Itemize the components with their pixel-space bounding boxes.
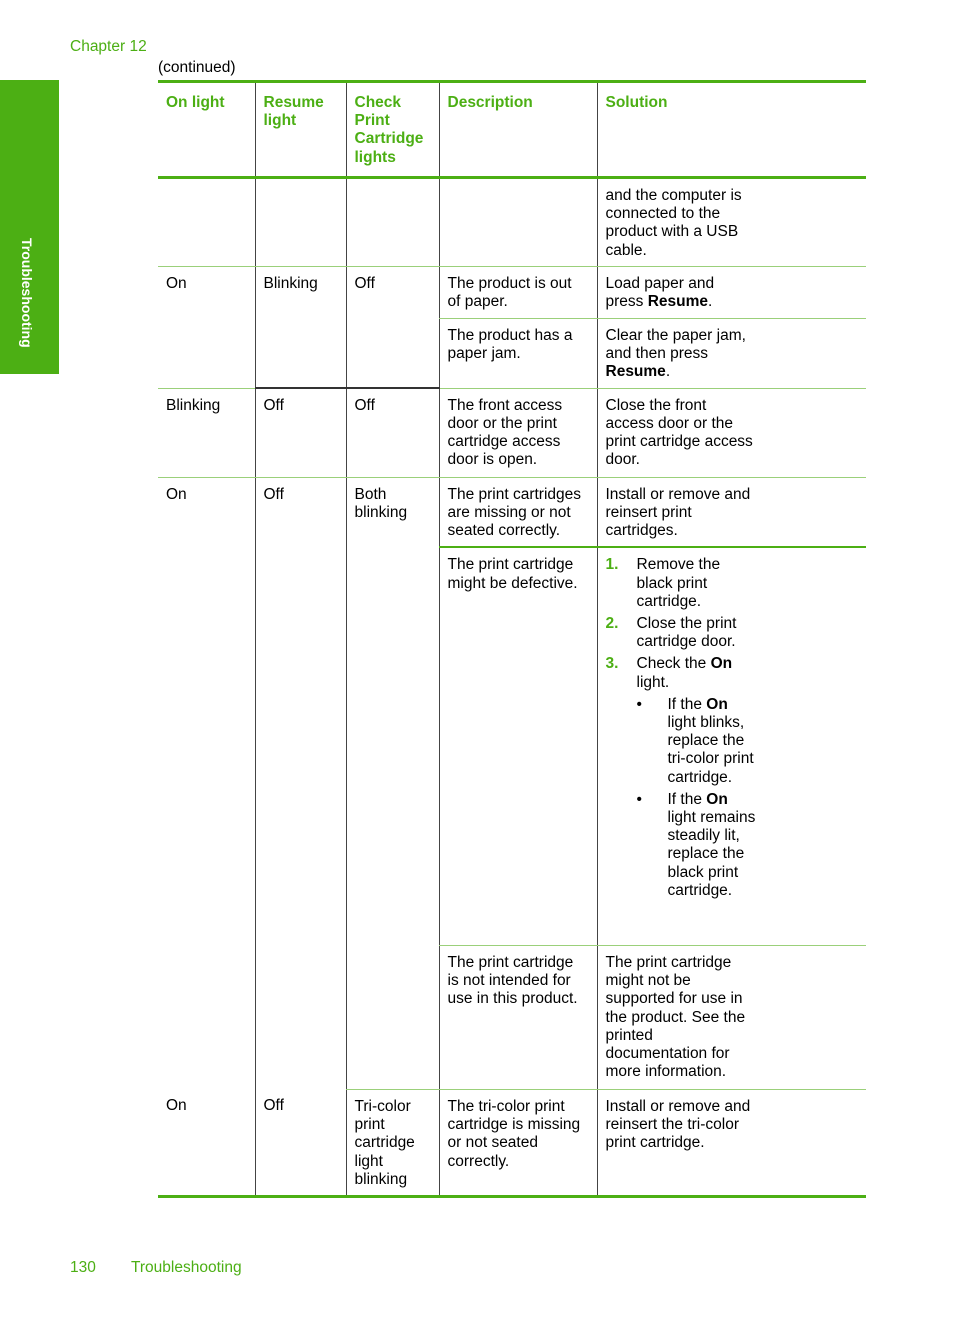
cell-resume-light: Off xyxy=(255,1089,346,1196)
side-tab-label: Troubleshooting xyxy=(19,238,35,348)
step-text-end: light. xyxy=(636,673,670,691)
step-number: 1. xyxy=(605,556,619,574)
step-item xyxy=(606,556,757,611)
chapter-label: Chapter 12 xyxy=(70,38,147,55)
header-resume-light: Resume light xyxy=(255,82,346,178)
step-number: 3. xyxy=(605,655,619,673)
cell-solution: Install or remove and reinsert print cartridges. xyxy=(597,477,866,547)
cell-description: The product is out of paper. xyxy=(439,266,597,318)
cell-empty xyxy=(346,178,439,267)
table-row xyxy=(158,388,866,477)
table-row xyxy=(158,477,866,547)
cell-solution: Close the front access door or the print cartridge access door. xyxy=(597,388,866,477)
cell-description: The tri-color print cartridge is missing or not seated correctly. xyxy=(439,1089,597,1196)
solution-steps xyxy=(606,556,757,900)
resume-keyword: Resume xyxy=(605,363,666,381)
cell-solution: Install or remove and reinsert the tri-color print cartridge. xyxy=(597,1089,866,1196)
cell-resume-light: Blinking xyxy=(255,266,346,388)
step-number: 2. xyxy=(605,615,619,633)
table-row xyxy=(158,1089,866,1196)
cell-description: The print cartridge is not intended for use in this product. xyxy=(439,945,597,1089)
solution-text-end: . xyxy=(708,293,713,311)
cell-description: The print cartridge might be defective. xyxy=(439,547,597,945)
on-keyword: On xyxy=(706,790,728,808)
on-keyword: On xyxy=(706,695,728,713)
step-text: Remove the black print cartridge. xyxy=(636,556,721,610)
step-item xyxy=(606,615,757,651)
header-solution: Solution xyxy=(597,82,866,178)
bullet-text-end: light remains steadily lit, replace the black print cartridge. xyxy=(667,809,756,899)
header-check-print: Check Print Cartridge lights xyxy=(346,82,439,178)
cell-check-print: Both blinking xyxy=(346,477,439,1089)
bullet-item xyxy=(637,791,757,900)
table-header-row xyxy=(158,82,866,178)
cell-resume-light: Off xyxy=(255,388,346,477)
bullet-dot: • xyxy=(636,695,642,713)
cell-description: The product has a paper jam. xyxy=(439,318,597,388)
sub-bullets xyxy=(637,696,757,900)
cell-on-light: Blinking xyxy=(158,388,255,477)
cell-solution: The print cartridge might not be supported for use in the product. See the printed documentation for more information. xyxy=(597,945,866,1089)
cell-check-print: Off xyxy=(346,388,439,477)
step-text: Check the xyxy=(636,655,711,673)
cell-empty xyxy=(439,178,597,267)
solution-text: Clear the paper jam, and then press xyxy=(605,326,746,363)
cell-empty xyxy=(158,178,255,267)
step-text: Close the print cartridge door. xyxy=(636,615,737,651)
bullet-text: If the xyxy=(667,790,707,808)
header-on-light: On light xyxy=(158,82,255,178)
solution-text-end: . xyxy=(665,363,671,381)
cell-solution: and the computer is connected to the product with a USB cable. xyxy=(597,178,866,267)
table-row xyxy=(158,178,866,267)
on-keyword: On xyxy=(710,655,733,673)
resume-keyword: Resume xyxy=(647,293,709,311)
cell-solution xyxy=(597,547,866,945)
cell-solution xyxy=(597,318,866,388)
cell-empty xyxy=(255,178,346,267)
bullet-dot: • xyxy=(636,790,642,808)
header-description: Description xyxy=(439,82,597,178)
cell-resume-light: Off xyxy=(255,477,346,1089)
solution-text: Load paper and press xyxy=(605,274,715,311)
cell-on-light: On xyxy=(158,266,255,388)
footer-section-title: Troubleshooting xyxy=(131,1259,242,1276)
troubleshooting-table xyxy=(158,80,866,1198)
cell-check-print: Off xyxy=(346,266,439,388)
bullet-text-end: light blinks, replace the tri-color print cartridge. xyxy=(667,714,754,786)
cell-description: The print cartridges are missing or not seated correctly. xyxy=(439,477,597,547)
page-number: 130 xyxy=(70,1259,96,1276)
troubleshooting-table-container xyxy=(158,80,866,1198)
cell-check-print: Tri-color print cartridge light blinking xyxy=(346,1089,439,1196)
bullet-text: If the xyxy=(667,695,707,713)
table-row xyxy=(158,266,866,318)
cell-solution xyxy=(597,266,866,318)
cell-on-light: On xyxy=(166,485,187,503)
cell-description: The front access door or the print cartridge access door is open. xyxy=(439,388,597,477)
continued-label: (continued) xyxy=(158,59,236,76)
bullet-item xyxy=(637,696,757,787)
step-item xyxy=(606,655,757,900)
cell-on-light: On xyxy=(158,1089,255,1196)
